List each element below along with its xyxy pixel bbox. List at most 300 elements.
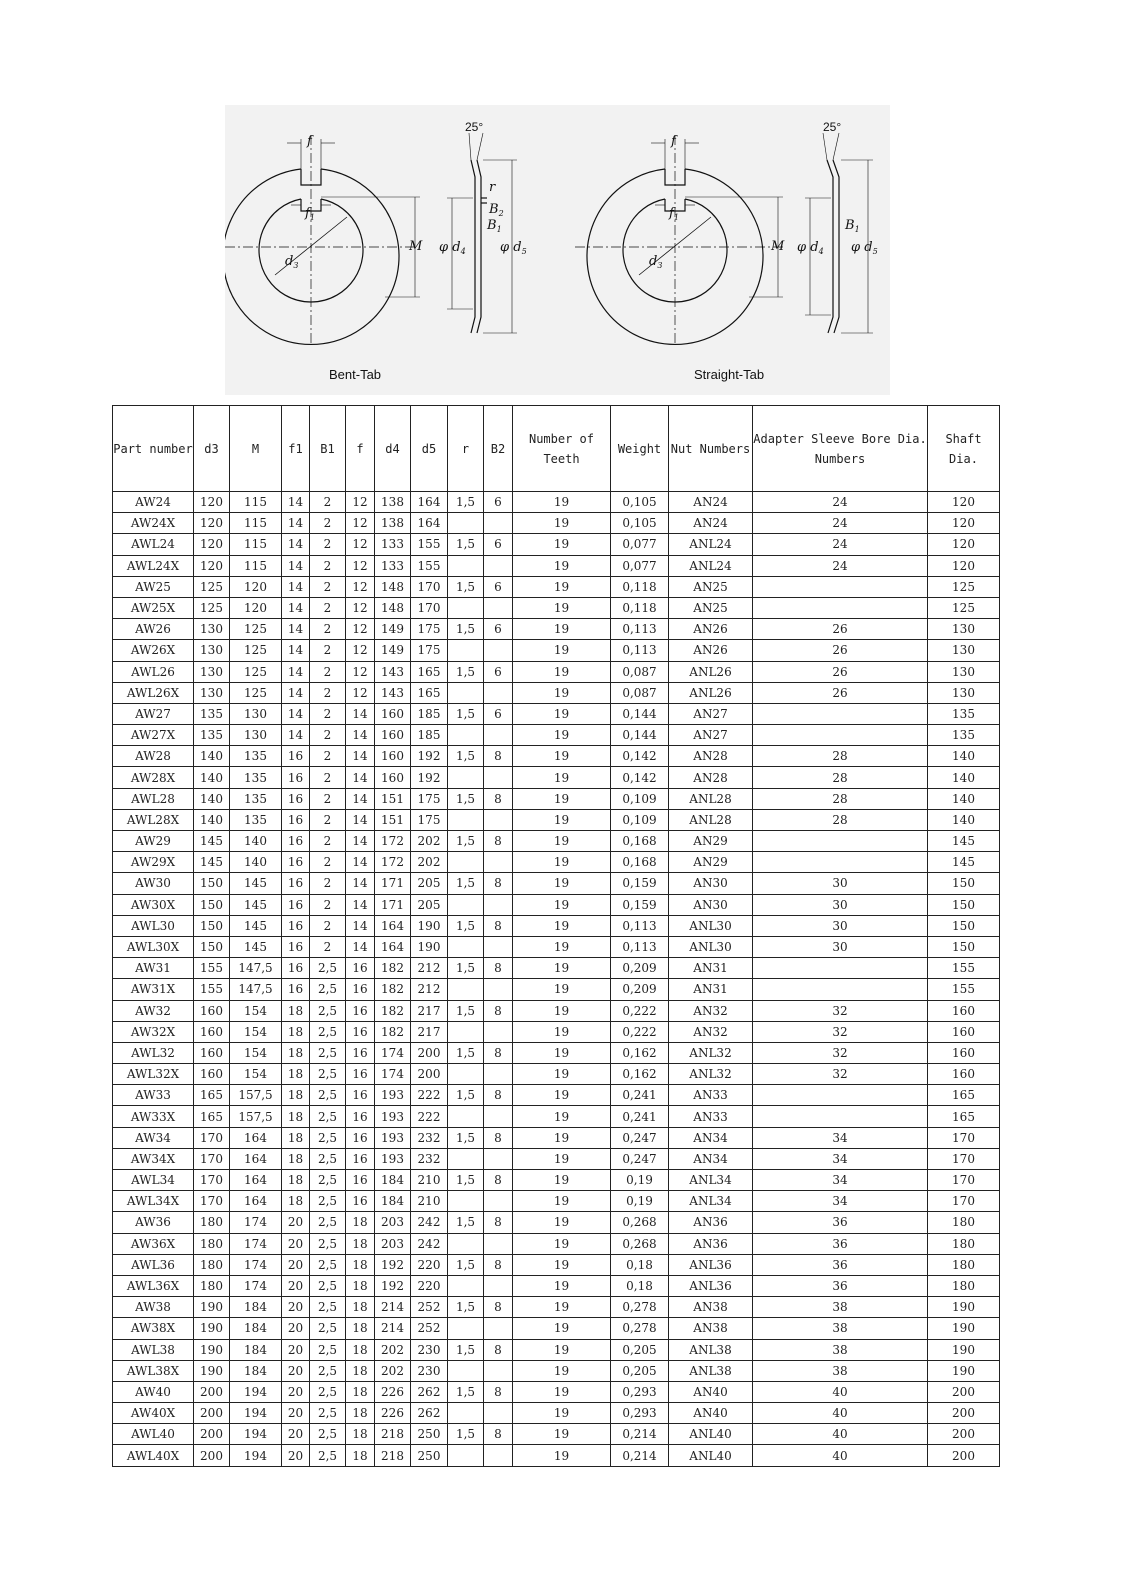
table-cell: AW31X [113,979,194,1000]
table-cell: 190 [411,915,448,936]
table-cell: AN30 [669,894,753,915]
table-cell: 8 [484,831,513,852]
table-cell: 12 [346,640,375,661]
table-cell: 193 [375,1106,411,1127]
table-cell: 1,5 [448,831,484,852]
table-cell: 130 [194,619,230,640]
table-cell: 1,5 [448,746,484,767]
table-cell: 2 [310,661,346,682]
table-cell [484,1106,513,1127]
table-cell: 1,5 [448,492,484,513]
table-cell: 19 [513,809,611,830]
table-cell: 194 [230,1445,282,1466]
table-cell: 14 [346,831,375,852]
table-cell: 125 [230,640,282,661]
table-cell: 14 [346,746,375,767]
table-cell: AW25X [113,597,194,618]
table-cell: 160 [194,1064,230,1085]
table-cell: 16 [346,1021,375,1042]
table-cell: 174 [375,1064,411,1085]
table-cell [484,767,513,788]
table-cell: AN33 [669,1106,753,1127]
table-cell: 252 [411,1318,448,1339]
table-cell: 120 [230,576,282,597]
table-cell: 154 [230,1064,282,1085]
table-cell: 36 [753,1212,928,1233]
table-cell: 210 [411,1170,448,1191]
column-header: f1 [282,406,310,492]
table-cell: 20 [282,1233,310,1254]
bent-tab-front-view [225,135,420,344]
table-cell: 192 [411,746,448,767]
table-cell: 16 [282,809,310,830]
table-cell: 130 [928,661,1000,682]
table-cell: 0,278 [611,1318,669,1339]
table-cell: 155 [411,555,448,576]
table-cell: 19 [513,1403,611,1424]
table-cell: 115 [230,492,282,513]
table-cell: 151 [375,788,411,809]
table-row [113,1148,1000,1169]
table-cell: 24 [753,555,928,576]
table-cell [753,576,928,597]
table-cell: 171 [375,894,411,915]
table-cell: 200 [194,1381,230,1402]
table-cell: 155 [194,958,230,979]
table-cell: 135 [230,788,282,809]
table-cell: 2 [310,831,346,852]
table-cell: AW27X [113,725,194,746]
table-row [113,1339,1000,1360]
table-cell: 0,142 [611,767,669,788]
table-cell: 16 [346,1127,375,1148]
table-cell: 170 [194,1127,230,1148]
table-cell: AN34 [669,1127,753,1148]
table-cell [448,852,484,873]
table-row [113,1212,1000,1233]
table-cell: 175 [411,619,448,640]
table-cell: AW24 [113,492,194,513]
table-row [113,492,1000,513]
table-cell: 170 [928,1191,1000,1212]
table-cell: 165 [928,1106,1000,1127]
table-cell: AW27 [113,703,194,724]
table-cell: AWL24 [113,534,194,555]
table-cell: AN29 [669,831,753,852]
table-cell: 19 [513,936,611,957]
table-cell: 150 [928,936,1000,957]
table-cell: 0,18 [611,1275,669,1296]
table-cell [484,1021,513,1042]
table-cell [448,725,484,746]
table-cell: 0,113 [611,915,669,936]
table-cell: AWL26 [113,661,194,682]
table-cell [484,1064,513,1085]
table-cell: 154 [230,1021,282,1042]
table-cell: 230 [411,1360,448,1381]
table-cell: 180 [928,1212,1000,1233]
table-cell: AN25 [669,597,753,618]
label-angle-left: 25° [465,120,484,134]
table-cell [448,682,484,703]
table-cell: AN38 [669,1318,753,1339]
table-cell: 19 [513,1275,611,1296]
table-cell: 232 [411,1127,448,1148]
table-cell: ANL34 [669,1191,753,1212]
table-cell: AN30 [669,873,753,894]
table-cell: 18 [282,1170,310,1191]
label-angle-right: 25° [823,120,842,134]
table-cell: 19 [513,1254,611,1275]
table-cell: 165 [194,1106,230,1127]
table-cell: 164 [230,1170,282,1191]
column-header: B2 [484,406,513,492]
table-cell: 194 [230,1424,282,1445]
table-row [113,915,1000,936]
table-row [113,1000,1000,1021]
table-cell: 16 [282,831,310,852]
table-cell: AW28 [113,746,194,767]
table-cell: 2,5 [310,1127,346,1148]
table-cell [484,682,513,703]
table-cell: 140 [194,746,230,767]
lockwasher-spec-table [112,405,1000,1467]
table-row [113,809,1000,830]
table-cell: 165 [411,661,448,682]
table-row [113,1170,1000,1191]
table-cell: 2,5 [310,1021,346,1042]
table-cell: 125 [928,576,1000,597]
table-cell: 19 [513,873,611,894]
technical-drawing-svg [225,105,890,395]
table-cell: 217 [411,1021,448,1042]
table-cell: 180 [928,1233,1000,1254]
table-cell: 232 [411,1148,448,1169]
table-cell: 19 [513,703,611,724]
table-cell [448,936,484,957]
table-cell: 180 [928,1275,1000,1296]
table-cell: 18 [282,1085,310,1106]
table-cell: 12 [346,682,375,703]
table-cell: AWL34 [113,1170,194,1191]
table-cell: 16 [346,1170,375,1191]
table-cell [448,1148,484,1169]
table-cell: 130 [928,619,1000,640]
table-cell: 2 [310,915,346,936]
table-cell: 19 [513,513,611,534]
table-cell: 12 [346,492,375,513]
table-cell: AWL28 [113,788,194,809]
table-cell: 174 [230,1275,282,1296]
table-cell: 148 [375,597,411,618]
table-cell [484,1233,513,1254]
column-header: M [230,406,282,492]
label-B1-left: $B_1$ [487,218,502,234]
table-cell: 6 [484,703,513,724]
table-cell: 175 [411,809,448,830]
table-cell: 16 [346,958,375,979]
table-cell: AW40X [113,1403,194,1424]
table-cell: 0,087 [611,661,669,682]
table-cell: 120 [194,513,230,534]
table-cell: 140 [194,809,230,830]
table-cell: AW32 [113,1000,194,1021]
table-cell: 200 [411,1042,448,1063]
table-cell [448,979,484,1000]
table-cell: AW32X [113,1021,194,1042]
table-cell [753,958,928,979]
table-cell [484,725,513,746]
table-row [113,831,1000,852]
table-cell: AWL36 [113,1254,194,1275]
table-cell: 16 [282,915,310,936]
table-cell: 164 [230,1191,282,1212]
caption-straight-tab: Straight-Tab [694,367,765,382]
table-cell: 242 [411,1233,448,1254]
table-cell [448,640,484,661]
table-cell: 16 [282,958,310,979]
table-cell: 160 [928,1064,1000,1085]
table-cell: 14 [346,894,375,915]
table-cell: 130 [928,640,1000,661]
table-cell: 154 [230,1000,282,1021]
table-cell: 135 [230,746,282,767]
table-cell: 120 [928,492,1000,513]
table-cell [484,852,513,873]
table-cell: ANL36 [669,1254,753,1275]
table-cell: 40 [753,1403,928,1424]
table-cell: 145 [230,915,282,936]
table-row [113,1085,1000,1106]
table-cell: 8 [484,1339,513,1360]
table-cell: 1,5 [448,1170,484,1191]
table-cell: AW34 [113,1127,194,1148]
table-cell: 18 [346,1297,375,1318]
table-row [113,1275,1000,1296]
table-cell: AN31 [669,958,753,979]
table-cell: AW36 [113,1212,194,1233]
table-cell: 8 [484,1424,513,1445]
table-cell: 140 [194,767,230,788]
table-row [113,788,1000,809]
table-cell: AW30X [113,894,194,915]
table-cell: 170 [928,1170,1000,1191]
table-cell: 20 [282,1360,310,1381]
table-cell: 1,5 [448,958,484,979]
table-cell: 18 [346,1360,375,1381]
table-cell: 0,247 [611,1148,669,1169]
table-cell: ANL28 [669,788,753,809]
table-cell: AW38X [113,1318,194,1339]
table-cell: 1,5 [448,1254,484,1275]
label-f1-left: $f_1$ [305,206,315,222]
table-row [113,597,1000,618]
table-cell: 18 [346,1254,375,1275]
table-cell: 19 [513,725,611,746]
table-cell: 0,214 [611,1445,669,1466]
table-cell: 19 [513,1360,611,1381]
table-cell: 1,5 [448,661,484,682]
table-cell: 185 [411,703,448,724]
table-cell: 200 [928,1445,1000,1466]
table-cell [484,1403,513,1424]
caption-bent-tab: Bent-Tab [329,367,382,382]
table-cell: 182 [375,1000,411,1021]
table-cell: 2,5 [310,1339,346,1360]
table-cell: 115 [230,555,282,576]
table-row [113,1318,1000,1339]
table-cell [448,1318,484,1339]
table-cell: 19 [513,597,611,618]
table-cell: AWL36X [113,1275,194,1296]
lockwasher-drawing [225,105,890,395]
table-cell: AW29X [113,852,194,873]
table-cell: 1,5 [448,1339,484,1360]
table-cell: 150 [928,915,1000,936]
table-cell: 2,5 [310,1212,346,1233]
table-cell: 2 [310,576,346,597]
table-cell: 19 [513,1212,611,1233]
table-cell [753,725,928,746]
table-cell: 19 [513,555,611,576]
table-cell [753,1085,928,1106]
table-cell: 2,5 [310,1233,346,1254]
table-cell: 2,5 [310,979,346,1000]
table-cell: 2 [310,788,346,809]
table-cell: 190 [194,1318,230,1339]
straight-tab-side-view [805,133,873,333]
column-header: Nut Numbers [669,406,753,492]
column-header: Shaft Dia. [928,406,1000,492]
table-cell [448,1275,484,1296]
table-cell: 18 [282,1021,310,1042]
table-cell: 160 [928,1042,1000,1063]
table-row [113,640,1000,661]
table-cell: 140 [928,767,1000,788]
label-d3-left: $d_3$ [285,254,299,270]
table-cell: 205 [411,873,448,894]
table-cell: 0,144 [611,703,669,724]
table-cell: 200 [928,1424,1000,1445]
table-cell: 0,113 [611,619,669,640]
table-cell: 252 [411,1297,448,1318]
table-cell: 16 [346,1042,375,1063]
table-cell: 182 [375,979,411,1000]
table-cell: 28 [753,746,928,767]
table-cell: 0,268 [611,1212,669,1233]
table-cell: 14 [346,915,375,936]
table-cell: 0,113 [611,640,669,661]
table-row [113,1021,1000,1042]
table-cell: AN34 [669,1148,753,1169]
table-cell: 0,168 [611,831,669,852]
table-cell [753,852,928,873]
table-cell: 2,5 [310,1191,346,1212]
table-cell: AN26 [669,619,753,640]
table-cell: 120 [928,513,1000,534]
table-cell: AW34X [113,1148,194,1169]
table-cell: 14 [282,725,310,746]
table-cell: 19 [513,576,611,597]
table-cell: 19 [513,534,611,555]
table-cell: 1,5 [448,576,484,597]
table-cell: 0,268 [611,1233,669,1254]
table-cell: 19 [513,1381,611,1402]
table-cell: AN38 [669,1297,753,1318]
label-d4-left: φ $d_4$ [439,240,466,256]
table-cell: 170 [194,1170,230,1191]
table-cell: 18 [346,1212,375,1233]
table-cell [753,703,928,724]
table-cell: 130 [194,640,230,661]
table-cell: 170 [411,576,448,597]
label-f-left: f [307,134,312,149]
label-B1-right: $B_1$ [845,218,860,234]
label-B2-left: $B_2$ [489,202,504,218]
table-cell: 125 [194,597,230,618]
table-cell: 2,5 [310,1275,346,1296]
table-cell: 2,5 [310,1318,346,1339]
table-cell: 174 [375,1042,411,1063]
table-cell: 125 [230,619,282,640]
table-cell: 2,5 [310,1360,346,1381]
table-cell [484,809,513,830]
table-cell: 202 [375,1360,411,1381]
table-row [113,725,1000,746]
table-cell: 8 [484,958,513,979]
table-cell: 12 [346,576,375,597]
table-cell: 192 [375,1254,411,1275]
table-cell: 24 [753,513,928,534]
table-row [113,1403,1000,1424]
table-cell: 140 [230,831,282,852]
table-cell: 1,5 [448,1212,484,1233]
table-cell: 210 [411,1191,448,1212]
table-cell: 6 [484,661,513,682]
table-cell: 262 [411,1403,448,1424]
table-cell: 250 [411,1424,448,1445]
table-cell: 125 [230,661,282,682]
table-cell: 2,5 [310,958,346,979]
label-M-right: M [771,239,785,254]
table-cell: 36 [753,1254,928,1275]
table-cell: AW36X [113,1233,194,1254]
table-cell: 2,5 [310,1297,346,1318]
table-cell: AWL30X [113,936,194,957]
table-cell: 14 [346,852,375,873]
table-cell: AN24 [669,492,753,513]
table-cell: 8 [484,1170,513,1191]
table-cell: ANL24 [669,534,753,555]
table-cell [753,597,928,618]
table-cell: ANL36 [669,1275,753,1296]
table-cell: 18 [346,1445,375,1466]
table-row [113,1297,1000,1318]
table-cell: 2 [310,894,346,915]
table-cell: 19 [513,640,611,661]
table-cell: 0,109 [611,809,669,830]
table-cell: 180 [928,1254,1000,1275]
table-cell: 1,5 [448,1042,484,1063]
table-cell: 19 [513,852,611,873]
table-cell: 154 [230,1042,282,1063]
table-cell: 6 [484,534,513,555]
table-cell: 170 [411,597,448,618]
table-cell: 20 [282,1381,310,1402]
table-cell: 1,5 [448,534,484,555]
table-cell: 140 [230,852,282,873]
table-cell: 151 [375,809,411,830]
